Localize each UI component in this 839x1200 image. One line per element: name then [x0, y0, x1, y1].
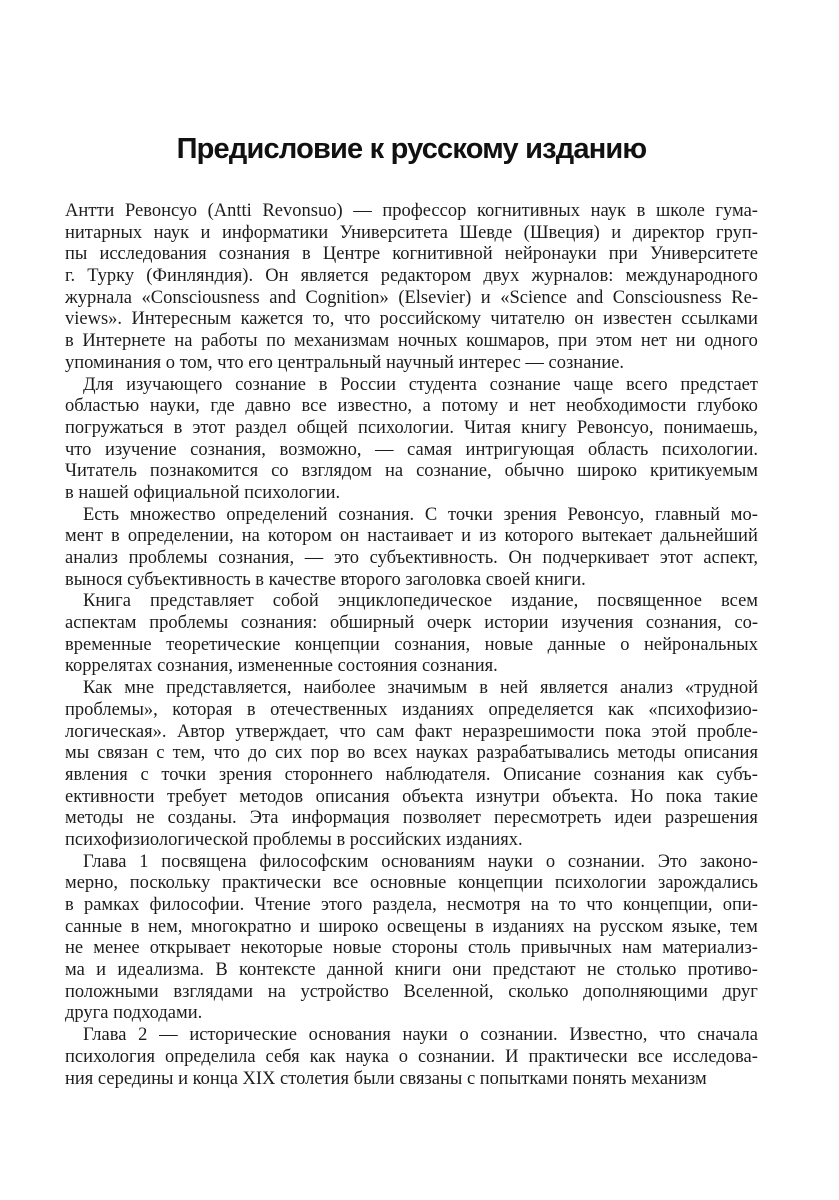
text-line: аспектам проблемы сознания: обширный очерк истории изучения сознания, со- — [65, 613, 758, 634]
text-line: г. Турку (Финляндия). Он является редактором двух журналов: международного — [65, 266, 758, 287]
text-line: мы связан с тем, что до сих пор во всех науках разрабатывались методы описания — [65, 743, 758, 764]
text-line: анализ проблемы сознания, — это субъективность. Он подчеркивает этот аспект, — [65, 548, 758, 568]
text-line: Для изучающего сознание в России студента сознание чаще всего предстает — [83, 374, 758, 395]
text-line: нитарных наук и информатики Университета Шевде (Швеция) и директор груп- — [65, 222, 758, 243]
text-line: ния середины и конца XIX столетия были связаны с попытками понять механизм — [65, 1068, 707, 1089]
text-line: в нашей официальной психологии. — [65, 482, 341, 503]
text-line: положными взглядами на устройство Вселенной, сколько дополняющими друг — [65, 981, 758, 1002]
text-line: Антти Ревонсуо (Antti Revonsuo) — профессор когнитивных наук в школе гума- — [65, 201, 758, 221]
paragraph — [65, 201, 758, 375]
text-line: Как мне представляется, наиболее значимым в ней является анализ «трудной — [83, 678, 758, 699]
preface-text — [65, 201, 758, 1090]
text-line: явления с точки зрения стороннего наблюдателя. Описание сознания как субъ- — [65, 764, 758, 785]
text-line: Читатель познакомится со взглядом на сознание, обычно широко критикуемым — [65, 461, 758, 482]
text-line: журнала «Consciousness and Cognition» (Elsevier) и «Science and Consciousness Re- — [65, 287, 758, 308]
paragraph — [65, 852, 758, 1026]
paragraph — [65, 375, 758, 505]
text-line: методы не созданы. Эта информация позволяет пересмотреть идеи разрешения — [65, 808, 758, 829]
paragraph — [65, 591, 758, 678]
text-line: ма и идеализма. В контексте данной книги они предстают не столько противо- — [65, 960, 758, 981]
text-line: временные теоретические концепции сознания, новые данные о нейрональных — [65, 634, 758, 655]
page-title: Предисловие к русскому изданию — [176, 133, 647, 166]
text-line: мент в определении, на котором он настаивает и из которого вытекает дальнейший — [65, 526, 758, 547]
paragraph — [65, 678, 758, 852]
text-line: что изучение сознания, возможно, — самая интригующая область психологии. — [65, 439, 758, 460]
text-line: упоминания о том, что его центральный научный интерес — сознание. — [65, 352, 625, 373]
text-line: Глава 2 — исторические основания науки о сознании. Известно, что сначала — [83, 1025, 758, 1046]
text-line: психология определила себя как наука о сознании. И практически все исследова- — [65, 1046, 758, 1067]
text-line: погружаться в этот раздел общей психологии. Читая книгу Ревонсуо, понимаешь, — [65, 417, 758, 438]
text-line: вынося субъективность в качестве второго заголовка своей книги. — [65, 569, 586, 590]
text-line: психофизиологической проблемы в российских изданиях. — [65, 829, 523, 850]
text-line: в рамках философии. Чтение этого раздела, несмотря на то что концепции, опи- — [65, 895, 758, 915]
text-line: коррелятах сознания, измененные состояния сознания. — [65, 656, 498, 677]
text-line: пы исследования сознания в Центре когнитивной нейронауки при Университете — [65, 244, 758, 265]
text-line: санные в нем, многократно и широко освещены в изданиях на русском языке, тем — [65, 916, 758, 937]
text-line: мерно, поскольку практически все основные концепции психологии зарождались — [65, 873, 758, 894]
text-line: областью науки, где давно все известно, а потому и нет необходимости глубоко — [65, 396, 758, 417]
text-line: не менее открывает некоторые новые стороны столь привычных нам материализ- — [65, 938, 758, 959]
text-line: в Интернете на работы по механизмам ночных кошмаров, при этом нет ни одного — [65, 331, 758, 352]
text-line: Книга представляет собой энциклопедическое издание, посвященное всем — [83, 591, 758, 612]
text-line: Есть множество определений сознания. С точки зрения Ревонсуо, главный мо- — [83, 504, 758, 525]
paragraph — [65, 1025, 758, 1090]
text-line: ективности требует методов описания объекта изнутри объекта. Но пока такие — [65, 786, 758, 807]
text-line: views». Интересным кажется то, что российскому читателю он известен ссылками — [65, 309, 758, 330]
text-line: логическая». Автор утверждает, что сам факт неразрешимости пока этой пробле- — [65, 721, 758, 742]
text-line: Глава 1 посвящена философским основаниям науки о сознании. Это законо- — [83, 851, 758, 872]
text-line: проблемы», которая в отечественных изданиях определяется как «психофизио- — [65, 699, 758, 720]
text-line: друга подходами. — [65, 1003, 203, 1024]
paragraph — [65, 505, 758, 592]
